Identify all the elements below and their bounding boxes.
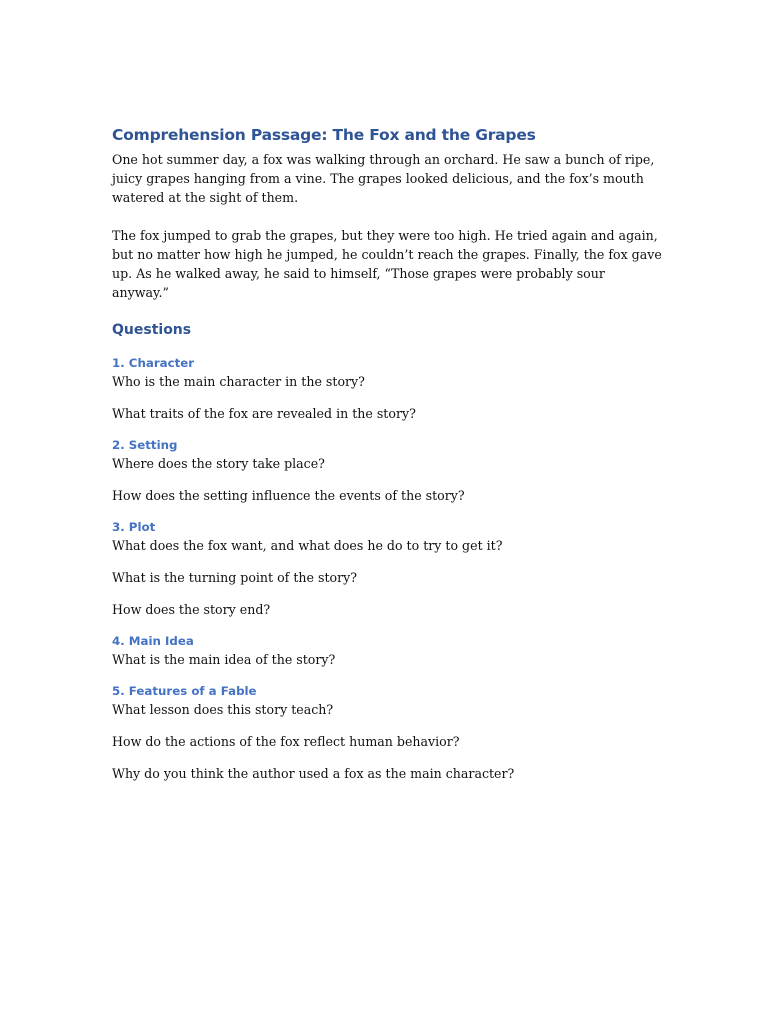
section-heading: 2. Setting [112, 438, 178, 453]
document-title: Comprehension Passage: The Fox and the Grapes [112, 126, 536, 144]
question: What is the turning point of the story? [112, 570, 357, 586]
passage-paragraph-1: One hot summer day, a fox was walking through an orchard. He saw a bunch of ripe, juicy grapes hanging from a vine. The grapes looked delicious, and the fox’s mouth watered at the sight of them. [112, 152, 655, 206]
question: Where does the story take place? [112, 456, 325, 472]
question: What lesson does this story teach? [112, 702, 334, 718]
section-main-idea [112, 632, 662, 669]
section-heading: 5. Features of a Fable [112, 684, 257, 699]
section-heading: 4. Main Idea [112, 634, 194, 649]
questions-heading: Questions [112, 322, 192, 339]
section-setting [112, 436, 662, 505]
section-heading: 3. Plot [112, 520, 156, 535]
question: How does the story end? [112, 602, 271, 618]
question: What is the main idea of the story? [112, 652, 336, 668]
section-character [112, 354, 662, 423]
section-heading: 1. Character [112, 356, 195, 371]
question: What traits of the fox are revealed in the story? [112, 406, 416, 422]
question: How does the setting influence the events of the story? [112, 488, 465, 504]
passage-paragraph-2: The fox jumped to grab the grapes, but they were too high. He tried again and again, but no matter how high he jumped, he couldn’t reach the grapes. Finally, the fox gave up. As he walked away, he said to himself, “Those grapes were probably sour anyway.” [112, 227, 662, 301]
question: How do the actions of the fox reflect human behavior? [112, 734, 460, 750]
question: Who is the main character in the story? [112, 374, 365, 390]
question: What does the fox want, and what does he do to try to get it? [112, 538, 503, 554]
section-plot [112, 518, 662, 619]
section-features-of-a-fable [112, 682, 662, 783]
question: Why do you think the author used a fox as the main character? [112, 766, 515, 782]
document-page [112, 124, 662, 796]
